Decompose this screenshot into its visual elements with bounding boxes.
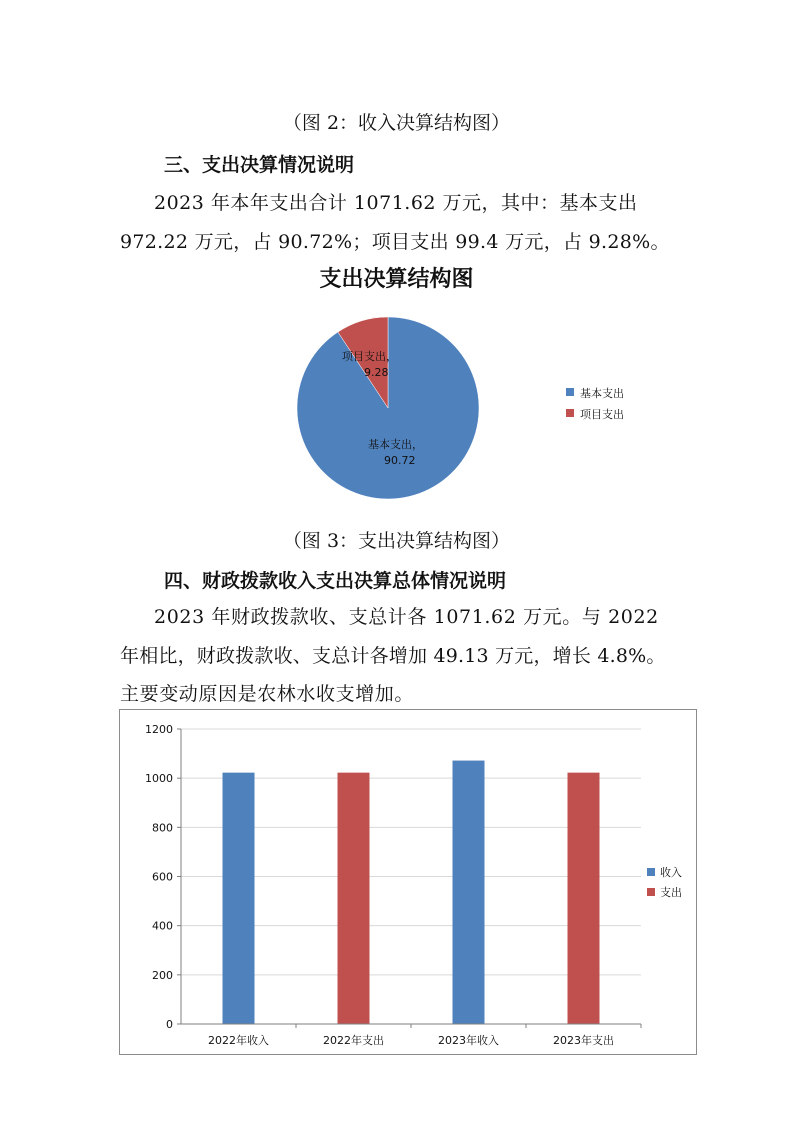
bar-x-tick-label: 2023年收入	[438, 1034, 499, 1047]
pie-legend-label-project: 项目支出	[580, 408, 624, 421]
figure-3-caption: （图 3：支出决算结构图）	[282, 530, 511, 552]
bar-y-tick-label: 200	[152, 968, 173, 982]
pie-legend-label-basic: 基本支出	[580, 387, 624, 400]
bar-y-tick-label: 1200	[145, 723, 173, 736]
section-4-paragraph-line-1: 2023 年财政拨款收、支总计各 1071.62 万元。与 2022	[154, 606, 659, 628]
section-3-paragraph-line-1: 2023 年本年支出合计 1071.62 万元，其中：基本支出	[154, 192, 638, 214]
section-4-paragraph-line-2: 年相比，财政拨款收、支总计各增加 49.13 万元，增长 4.8%。	[120, 645, 666, 667]
bar-legend-swatch-expense	[647, 888, 655, 896]
bar-legend-label-expense: 支出	[660, 886, 682, 899]
section-3-paragraph-line-2: 972.22 万元，占 90.72%；项目支出 99.4 万元，占 9.28%。	[120, 231, 670, 253]
pie-label-basic-value: 90.72	[384, 454, 416, 467]
bar-y-tick-label: 600	[152, 870, 173, 884]
bar-x-tick-label: 2022年支出	[323, 1034, 384, 1047]
bar-legend-swatch-income	[647, 868, 655, 876]
section-4-heading: 四、财政拨款收入支出决算总体情况说明	[164, 570, 507, 592]
bar-legend-label-income: 收入	[660, 866, 682, 879]
pie-legend-swatch-project	[566, 409, 574, 417]
income-expense-bar-chart	[119, 709, 697, 1055]
bar-收入-2022年收入	[223, 773, 255, 1024]
bar-y-tick-label: 800	[152, 821, 173, 835]
pie-legend-swatch-basic	[566, 388, 574, 396]
pie-label-basic-name: 基本支出，	[368, 438, 423, 451]
section-3-heading: 三、支出决算情况说明	[164, 154, 355, 176]
figure-2-caption: （图 2：收入决算结构图）	[282, 112, 511, 134]
bar-y-tick-label: 1000	[145, 772, 173, 786]
bar-chart-frame	[120, 710, 697, 1055]
bar-y-tick-label: 400	[152, 919, 173, 933]
section-4-paragraph-line-3: 主要变动原因是农林水收支增加。	[120, 683, 415, 705]
bar-y-tick-label: 0	[166, 1018, 173, 1031]
bar-支出-2023年支出	[568, 773, 600, 1024]
bar-x-tick-label: 2023年支出	[553, 1034, 614, 1047]
expense-structure-pie-chart	[280, 300, 680, 510]
bar-收入-2023年收入	[453, 761, 485, 1024]
pie-label-project-value: 9.28	[364, 366, 389, 379]
pie-slices-group	[297, 317, 479, 499]
pie-label-project-name: 项目支出，	[342, 350, 397, 363]
bar-x-tick-label: 2022年收入	[208, 1034, 269, 1047]
bar-支出-2022年支出	[338, 773, 370, 1024]
pie-chart-title: 支出决算结构图	[319, 267, 474, 292]
